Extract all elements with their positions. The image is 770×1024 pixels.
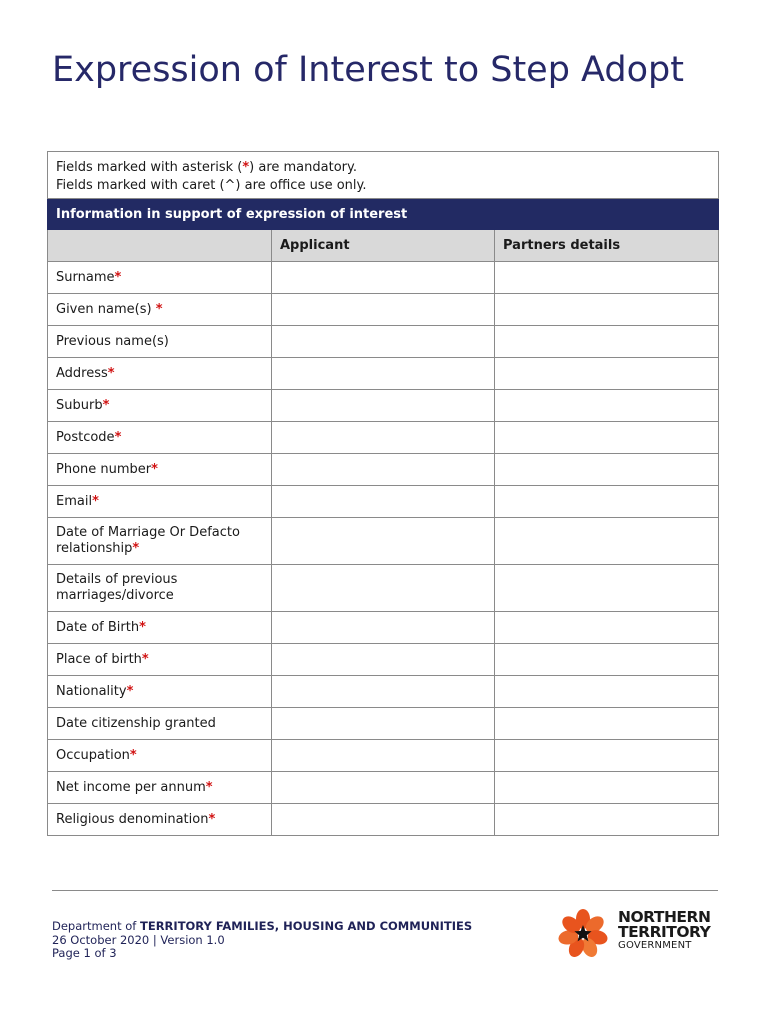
partner-input-cell[interactable]: [495, 565, 719, 612]
partner-input-cell[interactable]: [495, 358, 719, 390]
form-row: [48, 565, 719, 612]
logo-line-government: GOVERNMENT: [618, 940, 692, 951]
partner-input-cell[interactable]: [495, 772, 719, 804]
field-label: Net income per annum*: [48, 772, 272, 804]
partner-input-cell[interactable]: [495, 804, 719, 836]
mandatory-asterisk: *: [208, 811, 216, 827]
field-label: Given name(s) *: [48, 294, 272, 326]
field-label: Phone number*: [48, 454, 272, 486]
form-row: [48, 804, 719, 836]
mandatory-asterisk: *: [92, 493, 99, 509]
field-label: Surname*: [48, 262, 272, 294]
applicant-input-cell[interactable]: [272, 644, 495, 676]
footer: [52, 920, 532, 961]
section-title: Information in support of expression of interest: [48, 199, 719, 230]
logo-line-northern: NORTHERN: [618, 908, 711, 926]
partner-input-cell[interactable]: [495, 262, 719, 294]
field-label: Postcode*: [48, 422, 272, 454]
mandatory-note: Fields marked with asterisk (*) are mandatory.: [56, 159, 357, 175]
mandatory-asterisk: *: [132, 541, 140, 556]
field-label: Date citizenship granted: [48, 708, 272, 740]
applicant-input-cell[interactable]: [272, 358, 495, 390]
section-header-row: [48, 199, 719, 230]
applicant-input-cell[interactable]: [272, 422, 495, 454]
form-row: [48, 772, 719, 804]
partner-input-cell[interactable]: [495, 612, 719, 644]
applicant-input-cell[interactable]: [272, 326, 495, 358]
footer-page-number: Page 1 of 3: [52, 946, 117, 960]
form-row: [48, 358, 719, 390]
mandatory-asterisk: *: [102, 397, 110, 413]
field-label: Suburb*: [48, 390, 272, 422]
mandatory-asterisk: *: [139, 619, 146, 635]
form-row: [48, 644, 719, 676]
applicant-input-cell[interactable]: [272, 772, 495, 804]
field-label: Nationality*: [48, 676, 272, 708]
field-label: Religious denomination*: [48, 804, 272, 836]
field-label: Address*: [48, 358, 272, 390]
mandatory-asterisk: *: [141, 651, 149, 667]
form-row: [48, 486, 719, 518]
partner-input-cell[interactable]: [495, 454, 719, 486]
footer-divider: [52, 890, 718, 891]
field-label: Date of Birth*: [48, 612, 272, 644]
field-label: Occupation*: [48, 740, 272, 772]
mandatory-asterisk: *: [126, 683, 134, 699]
instructions-row: [48, 152, 719, 199]
form-row: [48, 708, 719, 740]
logo-line-territory: TERRITORY: [618, 923, 711, 941]
applicant-input-cell[interactable]: [272, 454, 495, 486]
instructions-cell: [48, 152, 719, 199]
field-label: Place of birth*: [48, 644, 272, 676]
form-row: [48, 676, 719, 708]
partner-input-cell[interactable]: [495, 644, 719, 676]
footer-department: Department of TERRITORY FAMILIES, HOUSING AND COMMUNITIES: [52, 919, 473, 933]
applicant-input-cell[interactable]: [272, 262, 495, 294]
applicant-input-cell[interactable]: [272, 740, 495, 772]
partner-input-cell[interactable]: [495, 518, 719, 565]
form-row: [48, 422, 719, 454]
mandatory-asterisk: *: [114, 269, 122, 285]
asterisk-symbol: *: [242, 159, 250, 175]
field-label: Previous name(s): [48, 326, 272, 358]
form-row: [48, 612, 719, 644]
column-header-row: [48, 230, 719, 262]
form-row: [48, 262, 719, 294]
applicant-input-cell[interactable]: [272, 804, 495, 836]
mandatory-asterisk: *: [129, 747, 137, 763]
partner-input-cell[interactable]: [495, 294, 719, 326]
form-row: [48, 740, 719, 772]
applicant-input-cell[interactable]: [272, 518, 495, 565]
eoi-form-table: [47, 151, 719, 836]
applicant-input-cell[interactable]: [272, 294, 495, 326]
partner-input-cell[interactable]: [495, 740, 719, 772]
mandatory-asterisk: *: [114, 429, 122, 445]
column-header-blank: [48, 230, 272, 262]
applicant-input-cell[interactable]: [272, 612, 495, 644]
applicant-input-cell[interactable]: [272, 390, 495, 422]
partner-input-cell[interactable]: [495, 422, 719, 454]
form-row: [48, 294, 719, 326]
column-header-applicant: Applicant: [272, 230, 495, 262]
partner-input-cell[interactable]: [495, 676, 719, 708]
field-label: Email*: [48, 486, 272, 518]
form-row: [48, 326, 719, 358]
partner-input-cell[interactable]: [495, 326, 719, 358]
form-row: [48, 518, 719, 565]
form-row: [48, 454, 719, 486]
form-row: [48, 390, 719, 422]
partner-input-cell[interactable]: [495, 390, 719, 422]
field-label: Date of Marriage Or Defacto relationship*: [48, 518, 272, 565]
applicant-input-cell[interactable]: [272, 708, 495, 740]
partner-input-cell[interactable]: [495, 708, 719, 740]
applicant-input-cell[interactable]: [272, 565, 495, 612]
mandatory-asterisk: *: [107, 365, 115, 381]
mandatory-asterisk: *: [151, 461, 158, 477]
department-name: TERRITORY FAMILIES, HOUSING AND COMMUNITIES: [140, 919, 473, 933]
mandatory-asterisk: *: [155, 301, 163, 317]
field-label: Details of previous marriages/divorce: [48, 565, 272, 612]
office-use-note: Fields marked with caret (^) are office use only.: [56, 177, 367, 193]
column-header-partner: Partners details: [495, 230, 719, 262]
mandatory-asterisk: *: [205, 779, 213, 795]
applicant-input-cell[interactable]: [272, 486, 495, 518]
document-title: Expression of Interest to Step Adopt: [52, 50, 684, 90]
logo-wordmark: [618, 910, 728, 952]
applicant-input-cell[interactable]: [272, 676, 495, 708]
partner-input-cell[interactable]: [495, 486, 719, 518]
footer-version: 26 October 2020 | Version 1.0: [52, 932, 225, 947]
